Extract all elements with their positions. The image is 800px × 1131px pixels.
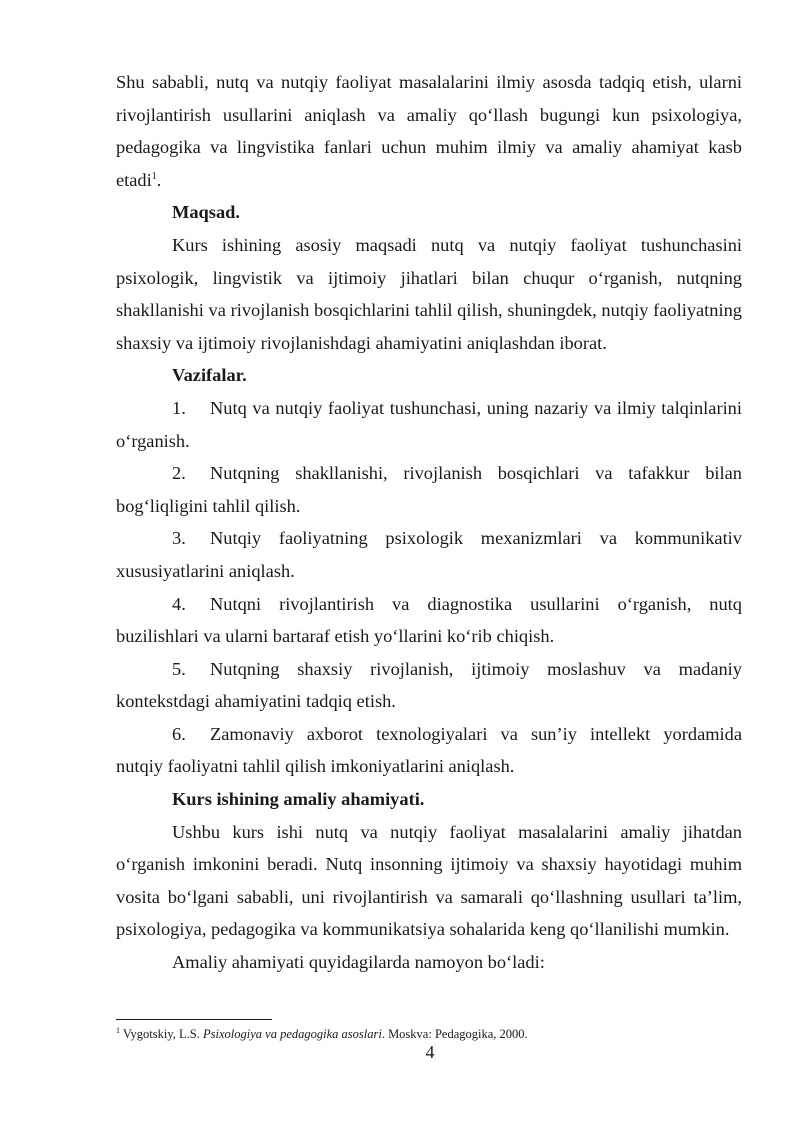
footnote-marker: 1 — [116, 1025, 120, 1035]
task-text: Nutqni rivojlantirish va diagnostika usullarini o‘rganish, nutq buzilishlari va ularni bartaraf etish yo‘llarini ko‘rib chiqish. — [116, 593, 742, 647]
task-text: Nutqning shaxsiy rivojlanish, ijtimoiy moslashuv va madaniy kontekstdagi ahamiyatini tadqiq etish. — [116, 658, 742, 712]
task-number: 1. — [172, 397, 186, 418]
vazifalar-heading: Vazifalar. — [172, 365, 247, 386]
task-number: 5. — [172, 658, 186, 679]
footnote-author: Vygotskiy, L.S. — [122, 1027, 200, 1041]
amaliy-paragraph: Ushbu kurs ishi nutq va nutqiy faoliyat masalalarini amaliy jihatdan o‘rganish imkonini beradi. Nutq insonning ijtimoiy va shaxsiy hayotidagi muhim vosita bo‘lgani sababli, uni rivojlantirish va samarali qo‘llashning usullari ta’lim, psixologiya, pedagogika va kommunikatsiya sohalarida keng qo‘llanilishi mumkin. — [116, 821, 742, 940]
body-text — [116, 66, 742, 979]
task-item-5 — [116, 653, 742, 718]
task-number: 4. — [172, 593, 186, 614]
maqsad-heading: Maqsad. — [172, 202, 240, 223]
task-text: Nutqning shakllanishi, rivojlanish bosqichlari va tafakkur bilan bog‘liqligini tahlil qilish. — [116, 463, 742, 516]
task-item-3 — [116, 522, 742, 587]
task-item-4 — [116, 588, 742, 653]
footnote-title: Psixologiya va pedagogika asoslari — [203, 1027, 382, 1041]
task-number: 3. — [172, 528, 186, 549]
task-item-1 — [116, 392, 742, 457]
amaliy-closing: Amaliy ahamiyati quyidagilarda namoyon bo‘ladi: — [172, 952, 545, 973]
maqsad-paragraph: Kurs ishining asosiy maqsadi nutq va nutqiy faoliyat tushunchasini psixologik, lingvistik va ijtimoiy jihatlari bilan chuqur o‘rganish, nutqning shakllanishi va rivojlanish bosqichlarini tahlil qilish, shuningdek, nutqiy faoliyatning shaxsiy va ijtimoiy rivojlanishdagi ahamiyatini aniqlashdan iborat. — [116, 234, 742, 353]
task-text: Zamonaviy axborot texnologiyalari va sun’iy intellekt yordamida nutqiy faoliyatni tahlil qilish imkoniyatlarini aniqlash. — [116, 723, 742, 777]
footnote-reference[interactable]: 1 — [151, 170, 157, 182]
task-item-6 — [116, 718, 742, 783]
task-number: 2. — [172, 463, 186, 484]
task-text: Nutq va nutqiy faoliyat tushunchasi, uning nazariy va ilmiy talqinlarini o‘rganish. — [116, 397, 742, 451]
footnote-divider — [116, 1019, 272, 1020]
footnote-publisher: . Moskva: Pedagogika, 2000. — [381, 1027, 528, 1041]
amaliy-heading: Kurs ishining amaliy ahamiyati. — [172, 789, 425, 810]
page-number: 4 — [425, 1042, 435, 1062]
task-item-2 — [116, 457, 742, 522]
intro-paragraph: Shu sababli, nutq va nutqiy faoliyat masalalarini ilmiy asosda tadqiq etish, ularni rivojlantirish usullarini aniqlash va amaliy qo‘llash bugungi kun psixologiya, pedagogika va lingvistika fanlari uchun muhim ilmiy va amaliy ahamiyat kasb etadi$^1$. — [116, 72, 742, 190]
task-number: 6. — [172, 723, 186, 744]
task-text: Nutqiy faoliyatning psixologik mexanizmlari va kommunikativ xususiyatlarini aniqlash. — [116, 528, 742, 581]
footnote — [116, 1026, 742, 1042]
